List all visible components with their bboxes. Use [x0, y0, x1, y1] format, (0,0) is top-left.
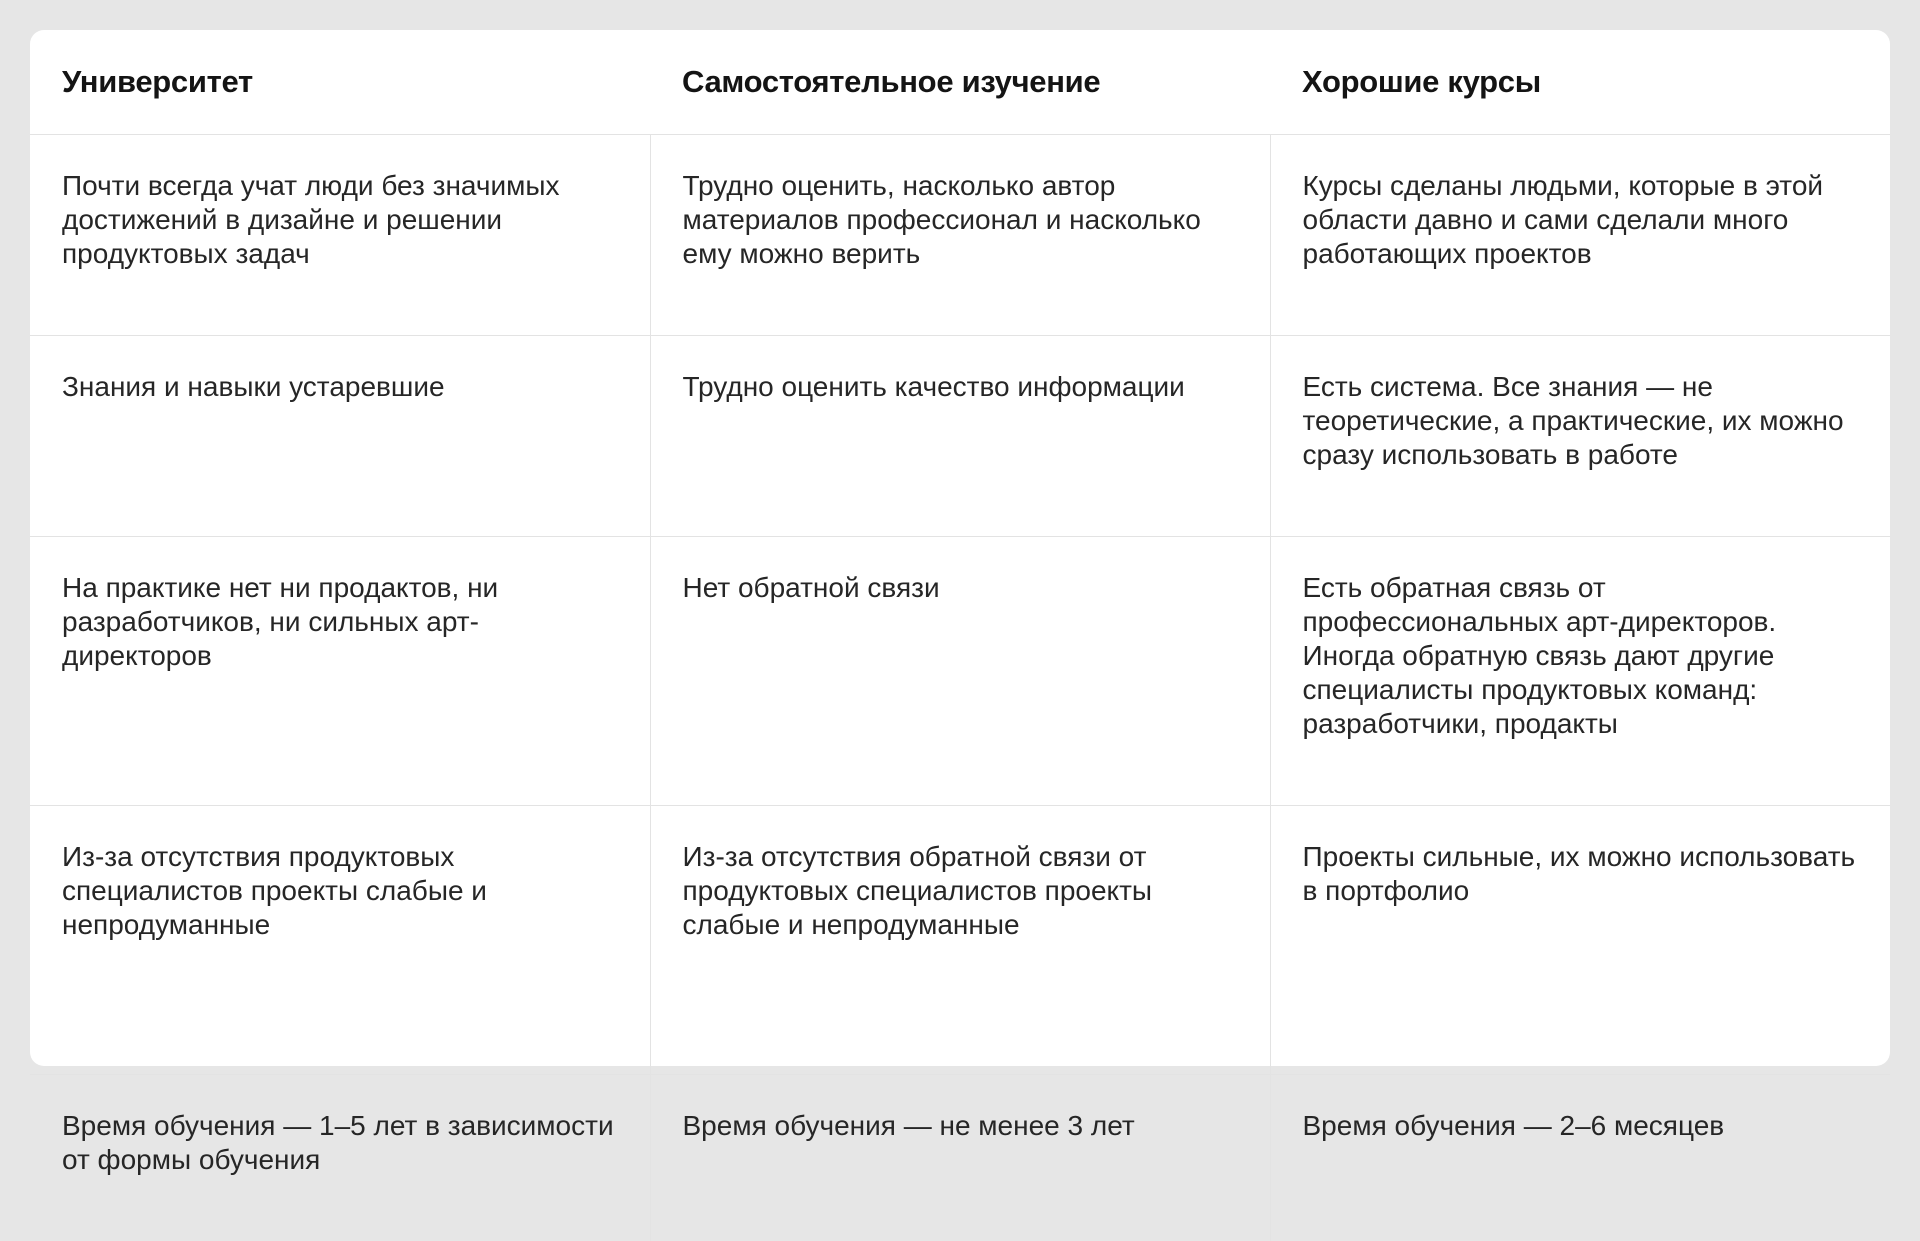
table-cell-self-study: Трудно оценить качество информации: [650, 336, 1270, 537]
comparison-card: [30, 30, 1890, 1066]
header-university: Университет: [30, 30, 650, 135]
table-cell-good-courses: Есть система. Все знания — не теоретические, а практические, их можно сразу использовать в работе: [1270, 336, 1890, 537]
header-self-study: Самостоятельное изучение: [650, 30, 1270, 135]
table-cell-good-courses: Есть обратная связь от профессиональных арт-директоров. Иногда обратную связь дают другие специалисты продуктовых команд: разработчики, продакты: [1270, 537, 1890, 806]
table-cell-university: Время обучения — 1–5 лет в зависимости от формы обучения: [30, 1075, 650, 1241]
table-row: [30, 1075, 1890, 1241]
header-good-courses: Хорошие курсы: [1270, 30, 1890, 135]
comparison-table: [30, 30, 1890, 1241]
table-cell-university: Из-за отсутствия продуктовых специалистов проекты слабые и непродуманные: [30, 806, 650, 1075]
table-row: [30, 537, 1890, 806]
table-row: [30, 135, 1890, 336]
table-cell-good-courses: Курсы сделаны людьми, которые в этой области давно и сами сделали много работающих проектов: [1270, 135, 1890, 336]
table-cell-university: На практике нет ни продактов, ни разработчиков, ни сильных арт-директоров: [30, 537, 650, 806]
table-cell-good-courses: Время обучения — 2–6 месяцев: [1270, 1075, 1890, 1241]
header-row: [30, 30, 1890, 135]
table-cell-self-study: Из-за отсутствия обратной связи от продуктовых специалистов проекты слабые и непродуманные: [650, 806, 1270, 1075]
table-cell-university: Почти всегда учат люди без значимых достижений в дизайне и решении продуктовых задач: [30, 135, 650, 336]
table-cell-self-study: Трудно оценить, насколько автор материалов профессионал и насколько ему можно верить: [650, 135, 1270, 336]
table-cell-good-courses: Проекты сильные, их можно использовать в портфолио: [1270, 806, 1890, 1075]
table-row: [30, 806, 1890, 1075]
table-row: [30, 336, 1890, 537]
table-cell-university: Знания и навыки устаревшие: [30, 336, 650, 537]
table-cell-self-study: Нет обратной связи: [650, 537, 1270, 806]
table-cell-self-study: Время обучения — не менее 3 лет: [650, 1075, 1270, 1241]
